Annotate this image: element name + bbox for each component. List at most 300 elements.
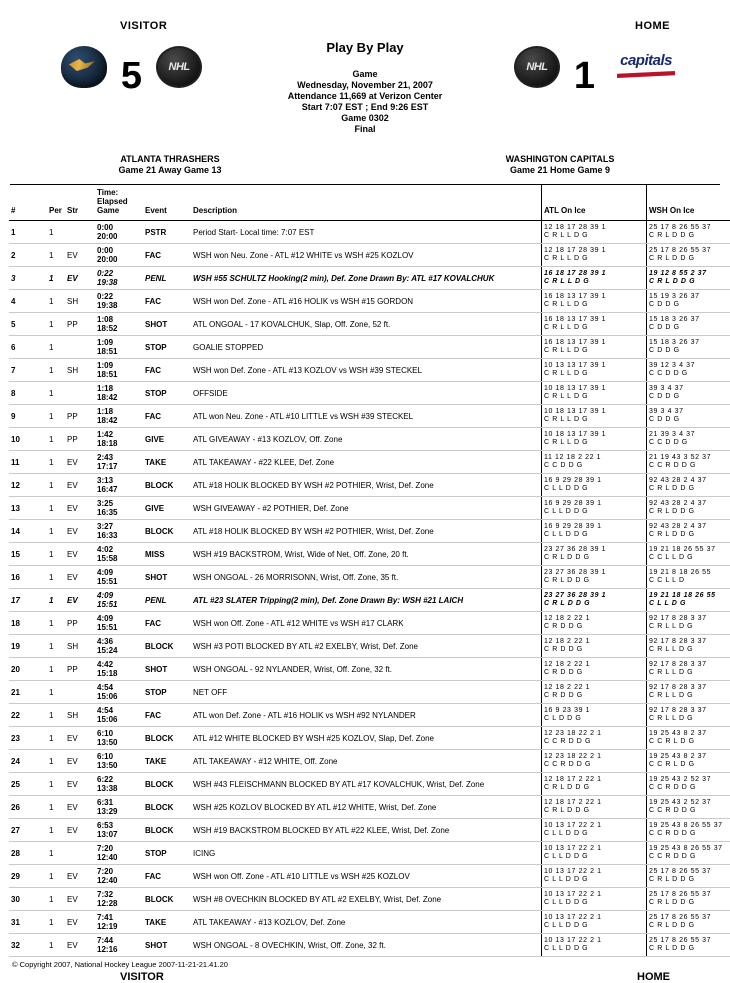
- row-wsh-on-ice-numbers: 21 39 3 4 37: [649, 431, 730, 440]
- row-atl-on-ice: [542, 888, 647, 911]
- row-strength: PP: [65, 428, 95, 451]
- row-atl-on-ice-numbers: 23 27 36 28 39 1: [544, 569, 644, 578]
- home-team-name: WASHINGTON CAPITALS: [430, 154, 690, 165]
- row-time-game: 15:58: [97, 554, 141, 563]
- row-atl-on-ice: [542, 681, 647, 704]
- row-wsh-on-ice-positions: C C R D D G: [649, 830, 730, 839]
- row-strength: EV: [65, 520, 95, 543]
- row-wsh-on-ice: [647, 589, 730, 612]
- row-event: BLOCK: [143, 796, 191, 819]
- table-row: [9, 589, 730, 612]
- row-atl-on-ice-numbers: 11 12 18 2 22 1: [544, 454, 644, 463]
- row-atl-on-ice-positions: C R D D G: [544, 669, 644, 678]
- row-atl-on-ice: [542, 865, 647, 888]
- row-atl-on-ice-positions: C R L L D G: [544, 393, 644, 402]
- row-time-elapsed: 4:09: [97, 614, 141, 623]
- row-atl-on-ice: [542, 359, 647, 382]
- row-atl-on-ice: [542, 612, 647, 635]
- row-time-game: 18:51: [97, 347, 141, 356]
- row-wsh-on-ice: [647, 221, 730, 244]
- row-wsh-on-ice-numbers: 25 17 8 26 55 37: [649, 868, 730, 877]
- row-event: SHOT: [143, 566, 191, 589]
- row-atl-on-ice-positions: C R L L D G: [544, 370, 644, 379]
- row-time-game: 12:40: [97, 853, 141, 862]
- table-row: [9, 290, 730, 313]
- row-atl-on-ice: [542, 313, 647, 336]
- table-row: [9, 497, 730, 520]
- row-event: PENL: [143, 589, 191, 612]
- row-time: [95, 589, 143, 612]
- visitor-game-count: Game 21 Away Game 13: [40, 165, 300, 176]
- row-atl-on-ice-positions: C R L D D G: [544, 807, 644, 816]
- row-time-elapsed: 6:10: [97, 752, 141, 761]
- row-time: [95, 934, 143, 957]
- row-description: ATL won Def. Zone - ATL #16 HOLIK vs WSH #92 NYLANDER: [191, 704, 542, 727]
- row-description: WSH #8 OVECHKIN BLOCKED BY ATL #2 EXELBY, Wrist, Def. Zone: [191, 888, 542, 911]
- row-description: WSH GIVEAWAY - #2 POTHIER, Def. Zone: [191, 497, 542, 520]
- row-atl-on-ice: [542, 244, 647, 267]
- row-wsh-on-ice-positions: C R L D D G: [649, 899, 730, 908]
- row-strength: EV: [65, 566, 95, 589]
- row-time-elapsed: 4:36: [97, 637, 141, 646]
- row-atl-on-ice-numbers: 10 13 17 22 2 1: [544, 822, 644, 831]
- row-number: 4: [9, 290, 47, 313]
- row-atl-on-ice-numbers: 12 18 17 2 22 1: [544, 799, 644, 808]
- row-wsh-on-ice: [647, 635, 730, 658]
- row-description: ATL #18 HOLIK BLOCKED BY WSH #2 POTHIER, Wrist, Def. Zone: [191, 520, 542, 543]
- row-wsh-on-ice: [647, 543, 730, 566]
- row-period: 1: [47, 704, 65, 727]
- row-time-game: 13:50: [97, 738, 141, 747]
- row-period: 1: [47, 244, 65, 267]
- row-wsh-on-ice-numbers: 92 17 8 28 3 37: [649, 661, 730, 670]
- row-atl-on-ice-numbers: 10 18 13 17 39 1: [544, 431, 644, 440]
- row-time-elapsed: 7:20: [97, 867, 141, 876]
- row-time: [95, 520, 143, 543]
- row-time-elapsed: 3:13: [97, 476, 141, 485]
- row-time: [95, 750, 143, 773]
- row-description: Period Start- Local time: 7:07 EST: [191, 221, 542, 244]
- row-atl-on-ice: [542, 543, 647, 566]
- row-number: 6: [9, 336, 47, 359]
- row-atl-on-ice-positions: C C R D D G: [544, 738, 644, 747]
- row-atl-on-ice-positions: C R L D D G: [544, 554, 644, 563]
- row-time: [95, 796, 143, 819]
- row-wsh-on-ice: [647, 290, 730, 313]
- row-period: 1: [47, 589, 65, 612]
- row-wsh-on-ice: [647, 497, 730, 520]
- column-header-description: Description: [191, 185, 542, 221]
- row-time-game: 12:16: [97, 945, 141, 954]
- row-wsh-on-ice-positions: C R L D D G: [649, 508, 730, 517]
- column-header-time: [95, 185, 143, 221]
- row-wsh-on-ice-numbers: 39 3 4 37: [649, 385, 730, 394]
- row-atl-on-ice-numbers: 12 18 2 22 1: [544, 615, 644, 624]
- row-atl-on-ice-positions: C R L D D G: [544, 600, 644, 609]
- row-time: [95, 773, 143, 796]
- row-description: ATL won Neu. Zone - ATL #10 LITTLE vs WSH #39 STECKEL: [191, 405, 542, 428]
- row-time-elapsed: 4:02: [97, 545, 141, 554]
- row-time: [95, 451, 143, 474]
- row-period: 1: [47, 451, 65, 474]
- row-number: 28: [9, 842, 47, 865]
- table-row: [9, 405, 730, 428]
- row-event: FAC: [143, 704, 191, 727]
- row-atl-on-ice-positions: C R L L D G: [544, 416, 644, 425]
- row-time-elapsed: 4:42: [97, 660, 141, 669]
- row-time-elapsed: 1:09: [97, 338, 141, 347]
- row-number: 25: [9, 773, 47, 796]
- row-event: TAKE: [143, 750, 191, 773]
- row-wsh-on-ice: [647, 382, 730, 405]
- row-number: 16: [9, 566, 47, 589]
- row-wsh-on-ice-numbers: 19 25 43 8 26 55 37: [649, 822, 730, 831]
- row-time-elapsed: 2:43: [97, 453, 141, 462]
- row-description: WSH won Off. Zone - ATL #12 WHITE vs WSH #17 CLARK: [191, 612, 542, 635]
- row-strength: EV: [65, 543, 95, 566]
- row-wsh-on-ice: [647, 681, 730, 704]
- table-row: [9, 267, 730, 290]
- row-event: FAC: [143, 244, 191, 267]
- row-strength: [65, 336, 95, 359]
- table-row: [9, 681, 730, 704]
- row-wsh-on-ice: [647, 336, 730, 359]
- row-atl-on-ice: [542, 842, 647, 865]
- row-strength: EV: [65, 497, 95, 520]
- row-atl-on-ice-numbers: 16 9 29 28 39 1: [544, 500, 644, 509]
- row-number: 32: [9, 934, 47, 957]
- row-description: ATL TAKEAWAY - #13 KOZLOV, Def. Zone: [191, 911, 542, 934]
- row-atl-on-ice-positions: C L L D D G: [544, 876, 644, 885]
- row-period: 1: [47, 934, 65, 957]
- row-period: 1: [47, 865, 65, 888]
- column-header-wsh-on-ice: WSH On Ice: [647, 185, 730, 221]
- row-description: ATL #12 WHITE BLOCKED BY WSH #25 KOZLOV, Slap, Def. Zone: [191, 727, 542, 750]
- row-wsh-on-ice: [647, 658, 730, 681]
- row-period: 1: [47, 290, 65, 313]
- table-row: [9, 704, 730, 727]
- row-atl-on-ice: [542, 405, 647, 428]
- row-atl-on-ice-positions: C R L D D G: [544, 784, 644, 793]
- row-atl-on-ice: [542, 773, 647, 796]
- row-atl-on-ice-numbers: 10 13 17 22 2 1: [544, 914, 644, 923]
- column-header-event: Event: [143, 185, 191, 221]
- row-time-game: 15:51: [97, 577, 141, 586]
- game-times: Start 7:07 EST ; End 9:26 EST: [239, 102, 491, 113]
- row-wsh-on-ice-positions: C R L D D G: [649, 255, 730, 264]
- row-atl-on-ice-numbers: 12 18 17 28 39 1: [544, 247, 644, 256]
- row-wsh-on-ice: [647, 773, 730, 796]
- row-wsh-on-ice-positions: C D D G: [649, 301, 730, 310]
- row-time: [95, 681, 143, 704]
- table-row: [9, 842, 730, 865]
- row-description: NET OFF: [191, 681, 542, 704]
- row-wsh-on-ice: [647, 612, 730, 635]
- row-time-elapsed: 7:44: [97, 936, 141, 945]
- row-wsh-on-ice-numbers: 19 25 43 8 2 37: [649, 753, 730, 762]
- row-event: FAC: [143, 865, 191, 888]
- game-number: Game 0302: [239, 113, 491, 124]
- row-event: STOP: [143, 382, 191, 405]
- row-time-game: 15:18: [97, 669, 141, 678]
- row-atl-on-ice: [542, 727, 647, 750]
- row-wsh-on-ice: [647, 566, 730, 589]
- row-number: 19: [9, 635, 47, 658]
- row-wsh-on-ice-numbers: 15 19 3 26 37: [649, 293, 730, 302]
- row-wsh-on-ice-numbers: 21 19 43 3 52 37: [649, 454, 730, 463]
- row-number: 23: [9, 727, 47, 750]
- table-row: [9, 911, 730, 934]
- row-period: 1: [47, 796, 65, 819]
- row-time-elapsed: 1:08: [97, 315, 141, 324]
- row-atl-on-ice: [542, 658, 647, 681]
- row-wsh-on-ice-positions: C R L L D G: [649, 692, 730, 701]
- row-wsh-on-ice-numbers: 92 43 28 2 4 37: [649, 523, 730, 532]
- row-wsh-on-ice: [647, 359, 730, 382]
- row-atl-on-ice-numbers: 16 9 29 28 39 1: [544, 477, 644, 486]
- row-number: 3: [9, 267, 47, 290]
- row-atl-on-ice-numbers: 16 9 23 39 1: [544, 707, 644, 716]
- row-time-game: 12:40: [97, 876, 141, 885]
- row-description: WSH ONGOAL - 26 MORRISONN, Wrist, Off. Zone, 35 ft.: [191, 566, 542, 589]
- row-wsh-on-ice-numbers: 19 12 8 55 2 37: [649, 270, 730, 279]
- row-event: FAC: [143, 290, 191, 313]
- visitor-label-top: VISITOR: [120, 20, 167, 32]
- row-wsh-on-ice-numbers: 92 17 8 28 3 37: [649, 684, 730, 693]
- row-strength: EV: [65, 911, 95, 934]
- game-info-block: [239, 38, 491, 135]
- row-event: STOP: [143, 336, 191, 359]
- row-time-elapsed: 4:54: [97, 683, 141, 692]
- row-strength: EV: [65, 451, 95, 474]
- row-number: 5: [9, 313, 47, 336]
- row-wsh-on-ice-positions: C C D D G: [649, 370, 730, 379]
- row-period: 1: [47, 428, 65, 451]
- row-period: 1: [47, 543, 65, 566]
- row-atl-on-ice: [542, 451, 647, 474]
- row-number: 30: [9, 888, 47, 911]
- row-wsh-on-ice-numbers: 19 21 8 18 26 55: [649, 569, 730, 578]
- row-period: 1: [47, 520, 65, 543]
- row-wsh-on-ice-numbers: 19 25 43 2 52 37: [649, 776, 730, 785]
- row-wsh-on-ice: [647, 474, 730, 497]
- row-number: 2: [9, 244, 47, 267]
- row-wsh-on-ice: [647, 888, 730, 911]
- row-wsh-on-ice: [647, 750, 730, 773]
- row-time: [95, 819, 143, 842]
- table-row: [9, 612, 730, 635]
- table-row: [9, 819, 730, 842]
- row-atl-on-ice-numbers: 10 13 13 17 39 1: [544, 362, 644, 371]
- row-description: ATL #18 HOLIK BLOCKED BY WSH #2 POTHIER, Wrist, Def. Zone: [191, 474, 542, 497]
- row-wsh-on-ice: [647, 520, 730, 543]
- home-game-count: Game 21 Home Game 9: [430, 165, 690, 176]
- row-atl-on-ice: [542, 589, 647, 612]
- row-event: PENL: [143, 267, 191, 290]
- row-wsh-on-ice-numbers: 39 12 3 4 37: [649, 362, 730, 371]
- table-row: [9, 336, 730, 359]
- row-strength: PP: [65, 313, 95, 336]
- row-event: BLOCK: [143, 727, 191, 750]
- row-time-game: 13:29: [97, 807, 141, 816]
- row-wsh-on-ice-numbers: 19 21 18 26 55 37: [649, 546, 730, 555]
- row-wsh-on-ice-positions: C R L D D G: [649, 485, 730, 494]
- row-atl-on-ice-positions: C R L L D G: [544, 324, 644, 333]
- row-atl-on-ice-positions: C C D D G: [544, 462, 644, 471]
- row-time-game: 18:52: [97, 324, 141, 333]
- row-description: WSH ONGOAL - 8 OVECHKIN, Wrist, Off. Zone, 32 ft.: [191, 934, 542, 957]
- row-period: 1: [47, 359, 65, 382]
- row-time: [95, 382, 143, 405]
- row-time-game: 15:06: [97, 715, 141, 724]
- row-wsh-on-ice-positions: C R L L D G: [649, 669, 730, 678]
- row-atl-on-ice-numbers: 16 18 13 17 39 1: [544, 339, 644, 348]
- row-wsh-on-ice-positions: C R L L D G: [649, 646, 730, 655]
- row-wsh-on-ice: [647, 451, 730, 474]
- row-atl-on-ice-numbers: 12 18 2 22 1: [544, 638, 644, 647]
- row-strength: EV: [65, 474, 95, 497]
- row-atl-on-ice-positions: C R L L D G: [544, 301, 644, 310]
- table-row: [9, 543, 730, 566]
- row-period: 1: [47, 842, 65, 865]
- row-time-game: 15:06: [97, 692, 141, 701]
- row-period: 1: [47, 221, 65, 244]
- row-time: [95, 244, 143, 267]
- table-row: [9, 566, 730, 589]
- row-wsh-on-ice-numbers: 92 43 28 2 4 37: [649, 500, 730, 509]
- capitals-wordmark: capitals: [609, 52, 683, 69]
- table-row: [9, 865, 730, 888]
- row-time: [95, 635, 143, 658]
- row-time-elapsed: 1:09: [97, 361, 141, 370]
- table-body: [9, 221, 730, 957]
- row-event: FAC: [143, 612, 191, 635]
- row-atl-on-ice-numbers: 23 27 36 28 39 1: [544, 546, 644, 555]
- row-atl-on-ice-numbers: 16 9 29 28 39 1: [544, 523, 644, 532]
- row-atl-on-ice-numbers: 10 18 13 17 39 1: [544, 385, 644, 394]
- row-wsh-on-ice: [647, 244, 730, 267]
- row-atl-on-ice-numbers: 12 18 2 22 1: [544, 684, 644, 693]
- visitor-header-block: [24, 38, 239, 96]
- row-event: BLOCK: [143, 819, 191, 842]
- row-wsh-on-ice-positions: C C D D G: [649, 439, 730, 448]
- row-number: 20: [9, 658, 47, 681]
- row-wsh-on-ice: [647, 796, 730, 819]
- row-strength: EV: [65, 750, 95, 773]
- row-wsh-on-ice-positions: C D D G: [649, 416, 730, 425]
- row-wsh-on-ice-numbers: 92 17 8 28 3 37: [649, 638, 730, 647]
- row-wsh-on-ice-numbers: 19 25 43 2 52 37: [649, 799, 730, 808]
- row-atl-on-ice-numbers: 12 18 17 28 39 1: [544, 224, 644, 233]
- row-atl-on-ice-positions: C L D D G: [544, 715, 644, 724]
- row-time-elapsed: 7:20: [97, 844, 141, 853]
- row-atl-on-ice-positions: C L L D D G: [544, 899, 644, 908]
- row-strength: PP: [65, 612, 95, 635]
- row-number: 11: [9, 451, 47, 474]
- row-wsh-on-ice: [647, 727, 730, 750]
- row-wsh-on-ice-numbers: 92 17 8 28 3 37: [649, 707, 730, 716]
- row-time: [95, 290, 143, 313]
- row-atl-on-ice-positions: C R L L D G: [544, 347, 644, 356]
- table-row: [9, 474, 730, 497]
- row-event: BLOCK: [143, 888, 191, 911]
- row-time: [95, 842, 143, 865]
- home-team-block: [430, 154, 690, 176]
- row-wsh-on-ice: [647, 911, 730, 934]
- row-time-game: 13:50: [97, 761, 141, 770]
- row-number: 21: [9, 681, 47, 704]
- row-description: WSH #43 FLEISCHMANN BLOCKED BY ATL #17 KOVALCHUK, Wrist, Def. Zone: [191, 773, 542, 796]
- row-time-game: 16:35: [97, 508, 141, 517]
- row-number: 17: [9, 589, 47, 612]
- copyright-footer: © Copyright 2007, National Hockey League 2007-11-21-21.41.20: [12, 960, 718, 969]
- row-atl-on-ice-positions: C L L D D G: [544, 830, 644, 839]
- row-wsh-on-ice-positions: C C R D D G: [649, 807, 730, 816]
- bottom-team-labels: [0, 969, 730, 983]
- row-time-game: 20:00: [97, 232, 141, 241]
- row-wsh-on-ice-numbers: 15 18 3 26 37: [649, 339, 730, 348]
- row-atl-on-ice-positions: C R L L D G: [544, 278, 644, 287]
- capitals-logo-icon: [609, 46, 683, 80]
- row-atl-on-ice-positions: C R L L D G: [544, 255, 644, 264]
- row-event: GIVE: [143, 428, 191, 451]
- row-wsh-on-ice-numbers: 15 18 3 26 37: [649, 316, 730, 325]
- table-row: [9, 773, 730, 796]
- row-strength: EV: [65, 888, 95, 911]
- row-event: MISS: [143, 543, 191, 566]
- row-wsh-on-ice-numbers: 19 25 43 8 2 37: [649, 730, 730, 739]
- row-atl-on-ice-numbers: 12 18 2 22 1: [544, 661, 644, 670]
- row-time-elapsed: 0:00: [97, 223, 141, 232]
- row-time-elapsed: 7:41: [97, 913, 141, 922]
- row-strength: PP: [65, 405, 95, 428]
- row-description: WSH #19 BACKSTROM BLOCKED BY ATL #22 KLEE, Wrist, Def. Zone: [191, 819, 542, 842]
- row-strength: EV: [65, 267, 95, 290]
- row-time: [95, 911, 143, 934]
- column-header-time-line2: Elapsed: [97, 197, 128, 206]
- row-description: WSH won Def. Zone - ATL #13 KOZLOV vs WSH #39 STECKEL: [191, 359, 542, 382]
- row-wsh-on-ice-numbers: 19 21 18 18 26 55: [649, 592, 730, 601]
- row-atl-on-ice-numbers: 23 27 36 28 39 1: [544, 592, 644, 601]
- row-period: 1: [47, 336, 65, 359]
- nhl-logo-icon: [156, 46, 202, 88]
- row-time: [95, 566, 143, 589]
- row-time-game: 19:38: [97, 301, 141, 310]
- row-wsh-on-ice-positions: C C R D D G: [649, 784, 730, 793]
- row-wsh-on-ice: [647, 428, 730, 451]
- top-team-labels: [0, 0, 730, 32]
- row-period: 1: [47, 474, 65, 497]
- row-time-game: 13:38: [97, 784, 141, 793]
- row-event: TAKE: [143, 451, 191, 474]
- row-time-elapsed: 6:53: [97, 821, 141, 830]
- game-attendance: Attendance 11,669 at Verizon Center: [239, 91, 491, 102]
- row-number: 24: [9, 750, 47, 773]
- row-atl-on-ice: [542, 750, 647, 773]
- row-wsh-on-ice: [647, 934, 730, 957]
- row-period: 1: [47, 313, 65, 336]
- row-time-elapsed: 0:00: [97, 246, 141, 255]
- row-time-elapsed: 3:27: [97, 522, 141, 531]
- row-time: [95, 405, 143, 428]
- row-atl-on-ice-positions: C R D D G: [544, 692, 644, 701]
- row-description: ATL TAKEAWAY - #12 WHITE, Off. Zone: [191, 750, 542, 773]
- row-atl-on-ice: [542, 819, 647, 842]
- table-row: [9, 244, 730, 267]
- row-event: SHOT: [143, 934, 191, 957]
- game-status: Final: [239, 124, 491, 135]
- row-time: [95, 727, 143, 750]
